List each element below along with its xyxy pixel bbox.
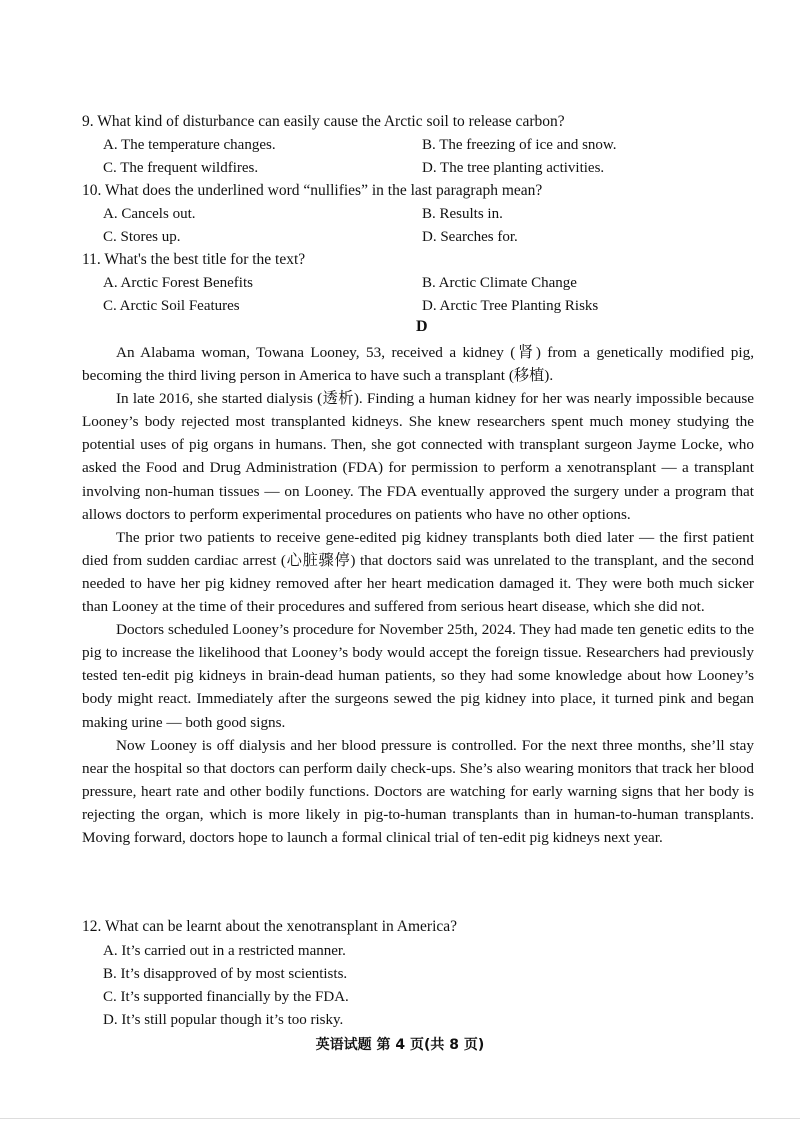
question-10-stem [82, 180, 542, 202]
passage-paragraph: Doctors scheduled Looney’s procedure for November 25th, 2024. They had made ten genetic edits to the pig to increase the likelihood that Looney’s body would accept the foreign tissue. Researchers had previously tested ten-edit pig kidneys in brain-dead human patients, so they had some knowledge about how Looney’s body might react. Immediately after the surgeons sewed the pig kidney into place, it turned pink and began making urine — both good signs. [82, 621, 754, 731]
q11-option-d: D. Arctic Tree Planting Risks [422, 298, 599, 314]
q9-option-b: B. The freezing of ice and snow. [422, 137, 617, 153]
q11-option-c: C. Arctic Soil Features [103, 298, 240, 314]
q11-option-b: B. Arctic Climate Change [422, 275, 577, 291]
q10-option-c: C. Stores up. [103, 229, 181, 245]
passage-paragraph: The prior two patients to receive gene-edited pig kidney transplants both died later — the first patient died from sudden cardiac arrest (心脏骤停) that doctors said was unrelated to the transplant, and the second needed to have her pig kidney removed after her heart medication damaged it. They were both much sicker than Looney at the time of their procedures and suffered from serious heart disease, which she did not. [82, 528, 754, 616]
q12-option-d: D. It’s still popular though it’s too risky. [103, 1012, 344, 1028]
passage-paragraph: In late 2016, she started dialysis (透析). Finding a human kidney for her was nearly impossible because Looney’s body rejected most transplanted kidneys. She knew researchers spent much money studying the potential uses of pig organs in humans. Then, she got connected with transplant surgeon Jayme Locke, who asked the Food and Drug Administration (FDA) for permission to perform a xenotransplant — a transplant involving non-human tissues — on Looney. The FDA eventually approved the surgery under a program that allows doctors to perform experimental procedures on patients who have no other options. [82, 390, 754, 523]
q10-stem-pre: 10. What does the underlined word “ [82, 182, 311, 199]
q11-option-a: A. Arctic Forest Benefits [103, 275, 253, 291]
page-footer: 英语试题 第 4 页(共 8 页) [315, 1037, 485, 1053]
q10-underlined-word: nullifies [310, 182, 362, 199]
q10-stem-post: ” in the last paragraph mean? [361, 182, 543, 199]
reading-passage [82, 341, 754, 849]
section-heading-d: D [416, 318, 428, 335]
q12-option-a: A. It’s carried out in a restricted manner. [103, 943, 346, 959]
q9-option-a: A. The temperature changes. [103, 137, 276, 153]
q10-option-d: D. Searches for. [422, 229, 518, 245]
q9-option-d: D. The tree planting activities. [422, 160, 605, 176]
q10-option-b: B. Results in. [422, 206, 503, 222]
passage-paragraph: Now Looney is off dialysis and her blood pressure is controlled. For the next three months, she’ll stay near the hospital so that doctors can perform daily check-ups. She’s also wearing monitors that track her blood pressure, heart rate and other bodily functions. Doctors are watching for early warning signs that her body is rejecting the organ, which is more likely in pig-to-human transplants than in human-to-human transplants. Moving forward, doctors hope to launch a formal clinical trial of ten-edit pig kidneys next year. [82, 736, 754, 846]
question-12-stem: 12. What can be learnt about the xenotransplant in America? [82, 918, 458, 935]
q12-option-b: B. It’s disapproved of by most scientists. [103, 966, 348, 982]
question-9-stem: 9. What kind of disturbance can easily cause the Arctic soil to release carbon? [82, 113, 565, 130]
page-edge-divider [0, 1118, 800, 1119]
q12-option-c: C. It’s supported financially by the FDA. [103, 989, 349, 1005]
q9-option-c: C. The frequent wildfires. [103, 160, 259, 176]
q10-option-a: A. Cancels out. [103, 206, 196, 222]
passage-paragraph: An Alabama woman, Towana Looney, 53, received a kidney (肾) from a genetically modified pig, becoming the third living person in America to have such a transplant (移植). [82, 344, 754, 385]
question-11-stem: 11. What's the best title for the text? [82, 251, 306, 268]
